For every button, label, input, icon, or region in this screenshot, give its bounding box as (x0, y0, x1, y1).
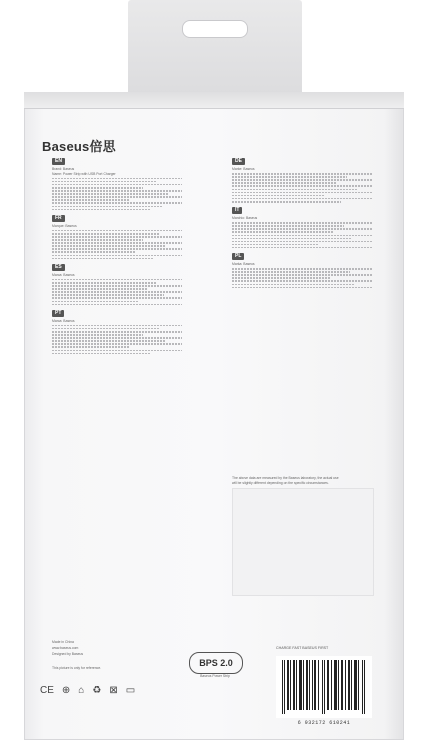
text-line (52, 353, 151, 355)
text-line (232, 238, 352, 240)
disclaimer-line-1: The above data are measured by the Baseus laboratory, the actual use (232, 476, 339, 480)
text-line (52, 304, 182, 306)
text-line (232, 228, 372, 230)
weee-bin-icon: ⊠ (109, 685, 118, 696)
text-line (52, 242, 182, 244)
text-line (232, 189, 358, 191)
spec-line: Marca: Baseus (52, 318, 75, 323)
text-line (232, 287, 372, 289)
brand-logo-cn: 倍思 (89, 139, 116, 154)
barcode (276, 656, 372, 718)
text-line (232, 247, 372, 249)
hang-hole (182, 20, 248, 38)
text-line (232, 192, 372, 194)
text-line (52, 343, 182, 345)
text-line (52, 184, 182, 186)
lang-tag-pt: PT (52, 310, 64, 317)
reference-note: This picture is only for reference. (52, 666, 102, 670)
text-line (52, 233, 159, 235)
text-line (52, 255, 182, 257)
text-line (52, 236, 182, 238)
text-line (232, 179, 372, 181)
certification-marks (40, 684, 135, 698)
spec-line: Marke: Baseus (232, 167, 255, 171)
hang-tab (128, 0, 302, 96)
lang-tag-en: EN (52, 158, 65, 165)
text-line (232, 225, 344, 227)
lang-tag-it: IT (232, 207, 242, 214)
text-line (232, 271, 350, 273)
spec-line: Marca: Baseus (52, 272, 75, 277)
text-line (232, 176, 347, 178)
text-line (52, 291, 182, 293)
double-insulation-icon: ▭ (125, 685, 136, 696)
website: www.baseus.com (52, 646, 79, 650)
text-line (52, 279, 182, 281)
indoor-use-icon: ⌂ (78, 685, 85, 696)
lang-tag-pl: PL (232, 253, 244, 260)
text-line (52, 206, 163, 208)
text-line (232, 268, 372, 270)
text-line (52, 251, 135, 253)
text-line (52, 181, 156, 183)
text-line (52, 196, 182, 198)
spec-line: Marka: Baseus (232, 261, 255, 266)
text-line (232, 198, 372, 200)
text-line (52, 325, 182, 327)
spec-line: Name: Power Strip with USB Port Charger (52, 171, 116, 176)
text-line (52, 193, 169, 195)
text-line (232, 222, 372, 224)
label-area (232, 488, 374, 596)
text-line (52, 340, 166, 342)
text-line (52, 301, 138, 303)
text-line (52, 328, 159, 330)
text-line (52, 350, 182, 352)
designed-by: Designed by Baseus (52, 652, 84, 656)
text-line (232, 244, 319, 246)
text-line (52, 297, 182, 299)
made-in: Made in China (52, 640, 74, 644)
text-line (232, 274, 372, 276)
text-line (232, 185, 372, 187)
text-line (52, 258, 153, 260)
text-line (52, 337, 182, 339)
compliance-mark-icon: ⊕ (61, 685, 71, 696)
text-line (52, 190, 182, 192)
text-line (52, 199, 130, 201)
text-line (52, 230, 182, 232)
box-top-flap (24, 92, 404, 109)
text-line (52, 331, 182, 333)
text-line (232, 201, 341, 203)
text-line (232, 284, 355, 286)
spec-line: Marchio: Baseus (232, 216, 258, 221)
text-line (232, 277, 330, 279)
text-line (52, 282, 156, 284)
text-line (52, 248, 182, 250)
lang-tag-fr: FR (52, 215, 65, 222)
spec-column-left (52, 155, 182, 635)
text-line (52, 209, 150, 211)
text-line (232, 235, 372, 237)
bps-subtitle: Baseus Power Strip (200, 674, 230, 678)
brand-logo-text: Baseus (42, 139, 90, 154)
barcode-caption: CHARGE FAST BASEUS FIRST (276, 646, 329, 650)
text-line (232, 280, 372, 282)
text-line (232, 195, 324, 197)
text-line (52, 239, 143, 241)
spec-column-right (232, 155, 372, 480)
text-line (52, 288, 148, 290)
lang-tag-es: ES (52, 264, 65, 271)
text-line (232, 173, 372, 175)
text-line (52, 245, 166, 247)
text-line (232, 231, 333, 233)
text-line (52, 285, 182, 287)
brand-logo (42, 136, 116, 155)
spec-line: Marque: Baseus (52, 223, 77, 228)
text-line (52, 178, 182, 180)
text-line (52, 202, 182, 204)
bps-badge: BPS 2.0 (189, 652, 243, 674)
text-line (52, 334, 143, 336)
recycle-icon: ♻ (92, 685, 102, 696)
disclaimer-line-2: will be slightly different depending on the specific circumstances. (232, 481, 329, 485)
text-line (232, 182, 336, 184)
lang-tag-de: DE (232, 158, 245, 165)
text-line (232, 241, 372, 243)
text-line (52, 187, 143, 189)
spec-line: Brand: Baseus (52, 167, 75, 171)
barcode-number: 6 932172 610241 (297, 720, 351, 726)
text-line (52, 346, 130, 348)
text-line (52, 294, 164, 296)
ce-mark-icon: CE (40, 685, 54, 696)
